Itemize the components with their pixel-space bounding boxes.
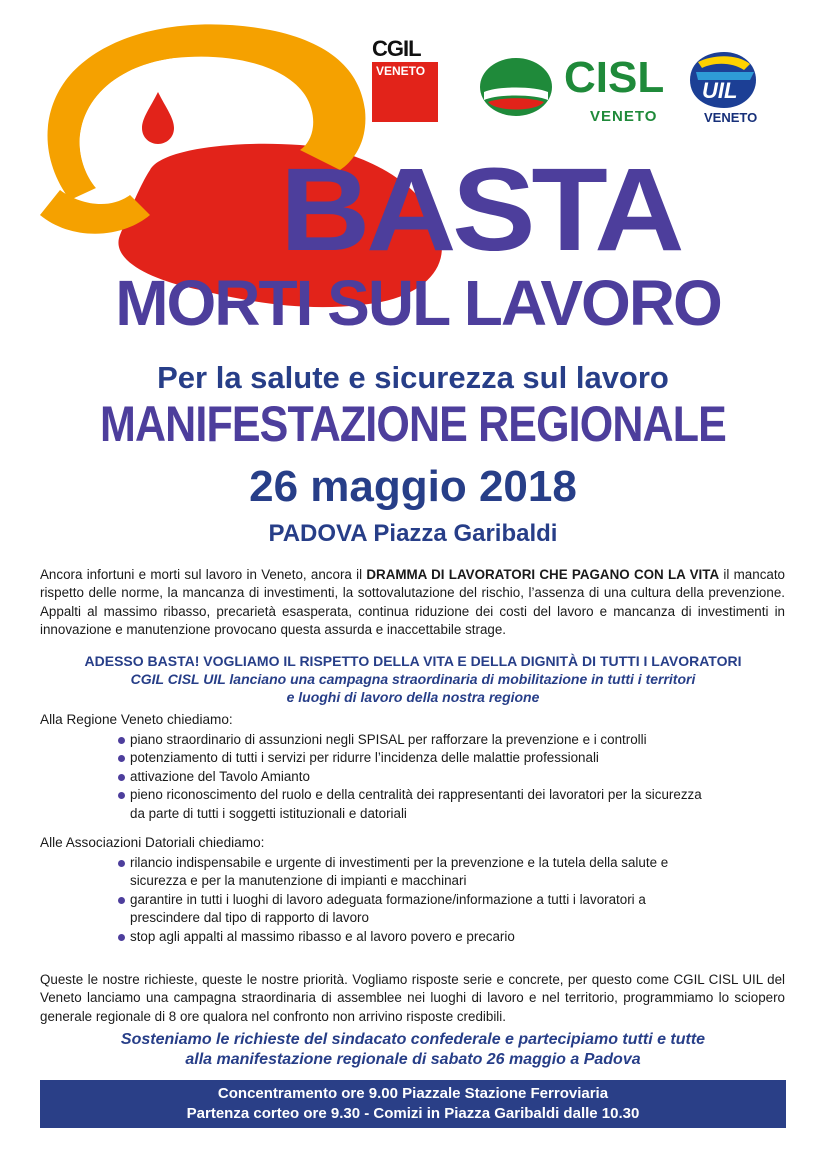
cisl-region: VENETO — [590, 108, 658, 125]
regione-heading: Alla Regione Veneto chiediamo: — [40, 712, 233, 727]
footer-line-2: Partenza corteo ore 9.30 - Comizi in Piazza Garibaldi dalle 10.30 — [186, 1105, 640, 1122]
event-city: PADOVA — [268, 520, 367, 547]
cgil-logo — [372, 38, 442, 122]
cgil-logo-text: CGIL — [372, 36, 421, 61]
list-item: rilancio indispensabile e urgente di investimenti per la prevenzione e la tutela della salute e sicurezza e per la manutenzione di impianti e macchinari — [118, 854, 718, 891]
callout-line-3: e luoghi di lavoro della nostra regione — [286, 689, 540, 705]
callout-line-2: CGIL CISL UIL lanciano una campagna straordinaria di mobilitazione in tutti i territori — [130, 671, 696, 687]
cgil-region: VENETO — [376, 64, 426, 78]
cisl-logo — [478, 52, 678, 132]
cisl-logo-text: CISL — [564, 53, 665, 102]
event-square: Piazza Garibaldi — [373, 520, 558, 547]
appeal-line-2: alla manifestazione regionale di sabato 26 maggio a Padova — [185, 1051, 641, 1068]
footer-banner — [40, 1080, 786, 1128]
list-item: piano straordinario di assunzioni negli SPISAL per rafforzare la prevenzione e i controlli — [118, 731, 718, 749]
cisl-emblem-icon — [478, 56, 554, 118]
uil-logo-text: UIL — [702, 78, 738, 103]
list-item: pieno riconoscimento del ruolo e della centralità dei rappresentanti dei lavoratori per la sicurezza da parte di tutti i soggetti istituzionali e datoriali — [118, 786, 720, 823]
subtitle: Per la salute e sicurezza sul lavoro — [157, 360, 669, 395]
intro-text-1: Ancora infortuni e morti sul lavoro in Veneto, ancora il — [40, 567, 367, 582]
intro-paragraph — [40, 566, 785, 640]
uil-region: VENETO — [704, 110, 758, 125]
event-location — [0, 520, 826, 548]
closing-paragraph: Queste le nostre richieste, queste le nostre priorità. Vogliamo risposte serie e concrete, per questo come CGIL CISL UIL del Veneto lanciamo una campagna straordinaria di assemblee nei luoghi di lavoro e nel territorio, programmiamo lo sciopero generale regionale di 8 ore qualora nel confronto non arrivino risposte credibili. — [40, 972, 785, 1024]
headline-basta: BASTA — [280, 144, 681, 276]
event-date: 26 maggio 2018 — [249, 462, 577, 511]
list-item: attivazione del Tavolo Amianto — [118, 768, 718, 786]
regione-list — [118, 731, 718, 823]
event-title: MANIFESTAZIONE REGIONALE — [100, 396, 726, 452]
intro-emphasis: DRAMMA DI LAVORATORI CHE PAGANO CON LA VITA — [366, 567, 720, 582]
list-item: stop agli appalti al massimo ribasso e al lavoro povero e precario — [118, 928, 718, 946]
uil-emblem-icon — [684, 50, 760, 110]
associazioni-list — [118, 854, 718, 946]
callout — [30, 652, 796, 706]
list-item: potenziamento di tutti i servizi per ridurre l’incidenza delle malattie professionali — [118, 749, 718, 767]
intro-text-2: il mancato rispetto delle norme, la mancanza di investimenti, la sottovalutazione del rischio, l’assenza di una cultura della prevenzione. Appalti al massimo ribasso, precarietà esasperata, continua riduzione dei costi del lavoro e mancanza di investimenti in innovazione e manutenzione provocano questa assurda e inaccettabile strage. — [40, 567, 786, 638]
list-item: garantire in tutti i luoghi di lavoro adeguata formazione/informazione a tutti i lavoratori a prescindere dal tipo di rapporto di lavoro — [118, 891, 718, 928]
headline-morti-sul-lavoro: MORTI SUL LAVORO — [115, 267, 721, 339]
callout-line-1: ADESSO BASTA! VOGLIAMO IL RISPETTO DELLA VITA E DELLA DIGNITÀ DI TUTTI I LAVORATORI — [84, 653, 742, 669]
appeal — [30, 1030, 796, 1070]
cgil-logo-box — [372, 62, 438, 122]
footer-line-1: Concentramento ore 9.00 Piazzale Stazione Ferroviaria — [217, 1085, 609, 1102]
associazioni-heading: Alle Associazioni Datoriali chiediamo: — [40, 835, 265, 850]
uil-logo — [682, 50, 762, 128]
blood-drop-icon — [142, 92, 174, 144]
appeal-line-1: Sosteniamo le richieste del sindacato confederale e partecipiamo tutti e tutte — [120, 1031, 706, 1048]
